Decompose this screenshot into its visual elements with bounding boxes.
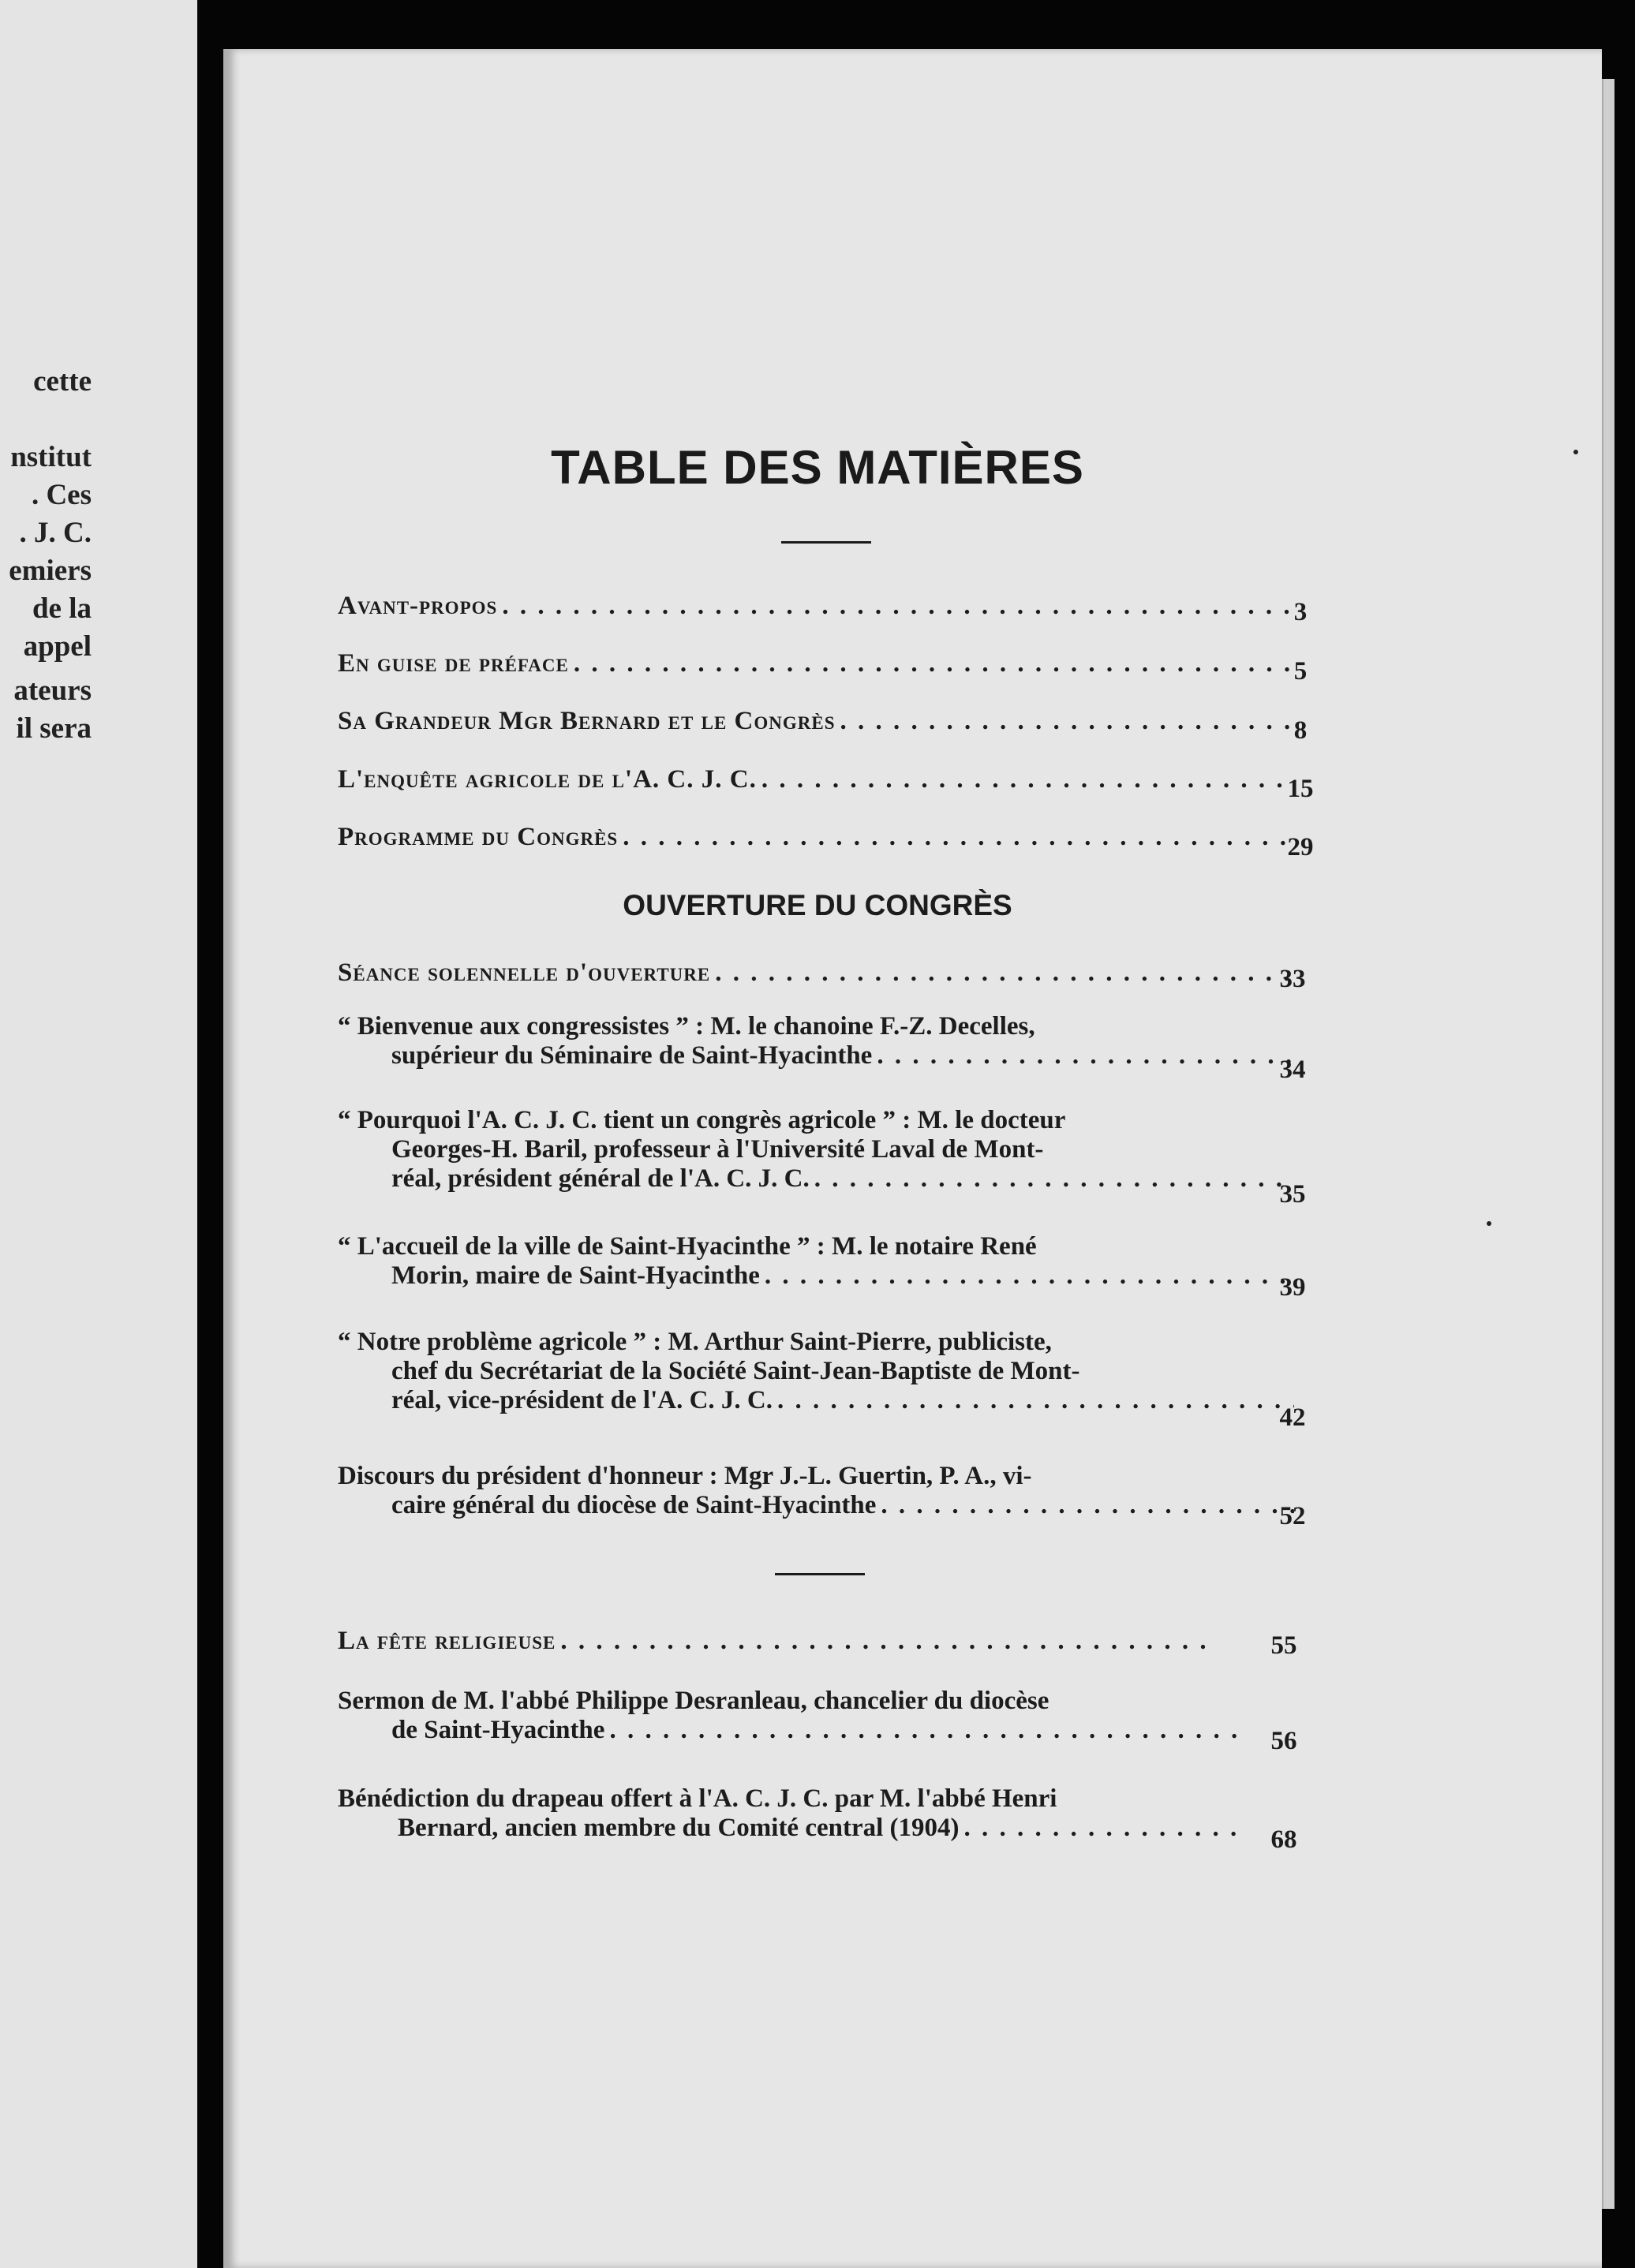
page-speck: [1487, 1221, 1491, 1226]
toc-page-number: 52: [1279, 1502, 1306, 1530]
toc-entry-line: Discours du président d'honneur : Mgr J.-L. Guertin, P. A., vi-: [338, 1462, 1032, 1490]
leader-dots: [574, 649, 1294, 678]
toc-entry-line: “ Pourquoi l'A. C. J. C. tient un congrès agricole ” : M. le docteur: [338, 1106, 1066, 1134]
toc-entry-line: réal, président général de l'A. C. J. C.: [391, 1164, 810, 1193]
leader-dots: [765, 1261, 1294, 1291]
toc-entry: [338, 1784, 1245, 1843]
facing-page-line: . J. C.: [19, 517, 92, 549]
toc-entry: [338, 707, 1299, 736]
toc-entry: [338, 765, 1299, 794]
facing-page: [0, 0, 197, 2268]
leader-dots: [715, 958, 1294, 988]
toc-entry-line: Morin, maire de Saint-Hyacinthe: [391, 1261, 760, 1290]
toc-entry-line: “ Notre problème agricole ” : M. Arthur Saint-Pierre, publiciste,: [338, 1328, 1052, 1356]
toc-entry-title: Programme du Congrès: [338, 823, 619, 851]
toc-entry-title: Séance solennelle d'ouverture: [338, 958, 711, 987]
toc-page-number: 56: [1270, 1727, 1297, 1755]
toc-entry-title: L'enquête agricole de l'A. C. J. C.: [338, 765, 757, 794]
toc-entry-line: de Saint-Hyacinthe: [391, 1716, 605, 1744]
toc-page-number: 42: [1279, 1403, 1306, 1432]
toc-entry: [338, 1687, 1245, 1745]
toc-page-number: 35: [1279, 1180, 1306, 1209]
leader-dots: [623, 823, 1294, 852]
toc-page-number: 29: [1287, 833, 1314, 861]
section-heading: OUVERTURE DU CONGRÈS: [623, 889, 1012, 921]
toc-entry-line: Sermon de M. l'abbé Philippe Desranleau, chancelier du diocèse: [338, 1687, 1049, 1715]
leader-dots: [761, 765, 1294, 794]
section-rule: [775, 1573, 865, 1575]
toc-entry-title: Sa Grandeur Mgr Bernard et le Congrès: [338, 707, 836, 735]
leader-dots: [814, 1164, 1294, 1194]
toc-page-number: 5: [1293, 657, 1308, 686]
page-edge: [1602, 79, 1614, 2209]
toc-entry-line: chef du Secrétariat de la Société Saint-Jean-Baptiste de Mont-: [391, 1357, 1080, 1385]
toc-entry-title: En guise de préface: [338, 649, 569, 678]
toc-entry: [338, 649, 1299, 678]
facing-page-line: ateurs: [13, 674, 92, 707]
toc-page-number: 8: [1293, 716, 1308, 745]
toc-entry: [338, 1627, 1214, 1656]
toc-page-number: 39: [1279, 1273, 1306, 1302]
toc-entry: [338, 958, 1299, 988]
toc-entry-line: Bernard, ancien membre du Comité central (1904): [398, 1814, 960, 1842]
leader-dots: [560, 1627, 1209, 1656]
toc-entry-line: réal, vice-président de l'A. C. J. C.: [391, 1386, 773, 1414]
leader-dots: [609, 1716, 1240, 1745]
toc-page-number: 68: [1270, 1825, 1297, 1854]
leader-dots: [964, 1814, 1240, 1843]
facing-page-line: cette: [33, 365, 92, 398]
toc-page-number: 55: [1270, 1631, 1297, 1660]
toc-entry: [338, 1328, 1299, 1415]
leader-dots: [877, 1041, 1294, 1070]
toc-page-number: 3: [1293, 598, 1308, 626]
toc-entry-line: caire général du diocèse de Saint-Hyacinthe: [391, 1491, 877, 1519]
toc-entry: [338, 823, 1299, 852]
toc-entry-line: supérieur du Séminaire de Saint-Hyacinthe: [391, 1041, 873, 1070]
title-rule: [781, 541, 871, 544]
toc-entry-line: Georges-H. Baril, professeur à l'Université Laval de Mont-: [391, 1135, 1044, 1164]
toc-entry-line: Bénédiction du drapeau offert à l'A. C. J. C. par M. l'abbé Henri: [338, 1784, 1057, 1813]
facing-page-line: il sera: [16, 712, 92, 745]
facing-page-line: appel: [23, 630, 92, 663]
toc-page-number: 33: [1279, 965, 1306, 993]
leader-dots: [881, 1491, 1294, 1520]
toc-entry-line: “ L'accueil de la ville de Saint-Hyacinthe ” : M. le notaire René: [338, 1232, 1037, 1261]
toc-entry: [338, 1462, 1299, 1520]
leader-dots: [840, 707, 1294, 736]
toc-entry-title: La fête religieuse: [338, 1627, 556, 1655]
toc-page-number: 15: [1287, 775, 1314, 803]
facing-page-line: . Ces: [31, 479, 92, 511]
facing-page-line: emiers: [9, 555, 92, 587]
page-title: TABLE DES MATIÈRES: [551, 441, 1084, 494]
toc-entry-line: “ Bienvenue aux congressistes ” : M. le chanoine F.-Z. Decelles,: [338, 1012, 1035, 1041]
toc-entry: [338, 1012, 1299, 1070]
toc-page-number: 34: [1279, 1056, 1306, 1084]
facing-page-line: de la: [32, 592, 92, 625]
toc-entry: [338, 1232, 1299, 1291]
toc-entry: [338, 1106, 1299, 1194]
leader-dots: [502, 592, 1294, 621]
leader-dots: [777, 1386, 1294, 1415]
facing-page-line: nstitut: [10, 441, 92, 473]
toc-entry-title: Avant-propos: [338, 592, 498, 620]
toc-entry: [338, 592, 1299, 621]
